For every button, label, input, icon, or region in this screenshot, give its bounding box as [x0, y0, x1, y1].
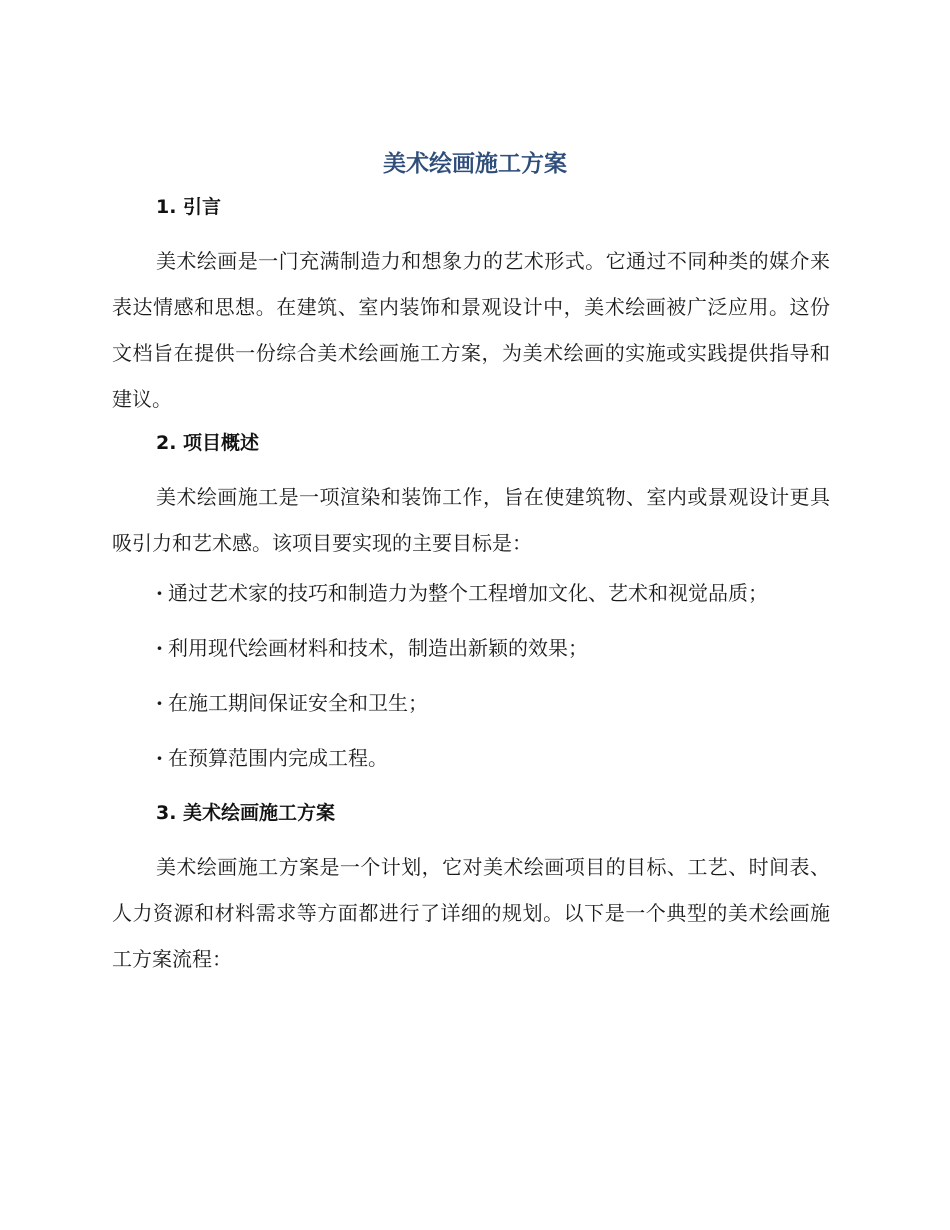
list-item [156, 688, 846, 718]
list-item-text: 在施工期间保证安全和卫生； [168, 691, 428, 715]
bullet-marker: · [156, 746, 163, 770]
list-item [156, 578, 846, 608]
section-heading-construction-plan: 3. 美术绘画施工方案 [156, 802, 336, 824]
section-paragraph-overview: 美术绘画施工是一项渲染和装饰工作，旨在使建筑物、室内或景观设计更具吸引力和艺术感。该项目要实现的主要目标是： [112, 485, 830, 555]
document-title: 美术绘画施工方案 [383, 151, 567, 177]
list-item-text: 利用现代绘画材料和技术，制造出新颖的效果； [168, 636, 588, 660]
section-heading-introduction: 1. 引言 [156, 196, 222, 218]
bullet-marker: · [156, 691, 163, 715]
bullet-marker: · [156, 581, 163, 605]
list-item [156, 633, 846, 663]
list-item-text: 通过艺术家的技巧和制造力为整个工程增加文化、艺术和视觉品质； [168, 581, 768, 605]
section-paragraph-construction-plan: 美术绘画施工方案是一个计划，它对美术绘画项目的目标、工艺、时间表、人力资源和材料需求等方面都进行了详细的规划。以下是一个典型的美术绘画施工方案流程： [112, 855, 830, 971]
section-paragraph-introduction: 美术绘画是一门充满制造力和想象力的艺术形式。它通过不同种类的媒介来表达情感和思想。在建筑、室内装饰和景观设计中，美术绘画被广泛应用。这份文档旨在提供一份综合美术绘画施工方案，为美术绘画的实施或实践提供指导和建议。 [112, 249, 830, 411]
list-item-text: 在预算范围内完成工程。 [168, 746, 388, 770]
list-item [156, 743, 846, 773]
section-heading-overview: 2. 项目概述 [156, 432, 260, 454]
bullet-marker: · [156, 636, 163, 660]
